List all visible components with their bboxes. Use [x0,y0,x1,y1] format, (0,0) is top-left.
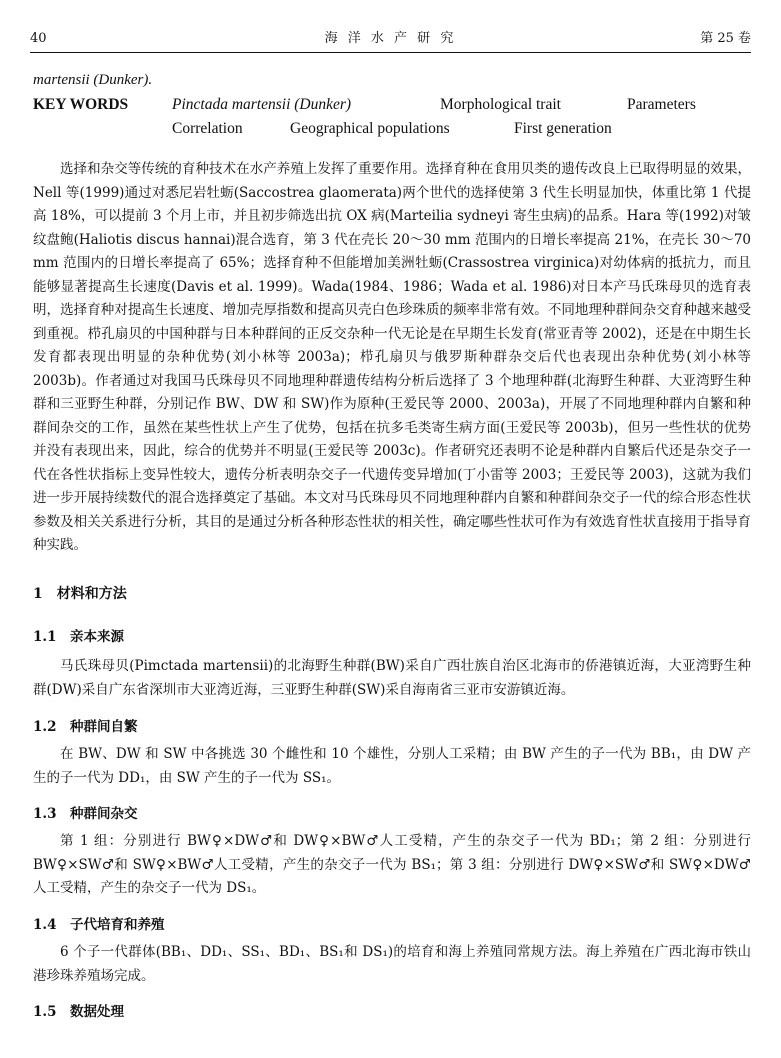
section-1-1-body [33,655,751,702]
section-1-3-text: 第 1 组：分别进行 BW♀×DW♂和 DW♀×BW♂人工受精，产生的杂交子一代为 BD₁；第 2 组：分别进行 BW♀×SW♂和 SW♀×BW♂人工受精，产生的杂交子一代为 BS₁；第 3 组：分别进行 DW♀×SW♂和 SW♀×DW♂人工受精，产生的杂交子一代为 DS₁。 [33,833,751,896]
section-1-1-text: 马氏珠母贝(Pimctada martensii)的北海野生种群(BW)采自广西壮族自治区北海市的侨港镇近海，大亚湾野生种群(DW)采自广东省深圳市大亚湾近海，三亚野生种群(SW)采自海南省三亚市安游镇近海。 [33,658,751,698]
keyword-morphological: Morphological trait [440,96,561,113]
section-1-4-text: 6 个子一代群体(BB₁、DD₁、SS₁、BD₁、BS₁和 DS₁)的培育和海上养殖同常规方法。海上养殖在广西北海市铁山港珍珠养殖场完成。 [33,944,751,984]
section-1-2-text: 在 BW、DW 和 SW 中各挑选 30 个雌性和 10 个雄性，分别人工采精；由 BW 产生的子一代为 BB₁，由 DW 产生的子一代为 DD₁，由 SW 产生的子一代为 SS₁。 [33,746,751,786]
keyword-generation: First generation [514,120,612,137]
keywords-label: KEY WORDS [33,96,129,113]
intro-paragraph [33,158,751,558]
keyword-parameters: Parameters [627,96,696,113]
keyword-species: Pinctada martensii (Dunker) [172,96,352,113]
section-1-title: 1 材料和方法 [33,586,127,602]
section-1-2-title: 1.2 种群间自繁 [33,719,138,735]
page-number: 40 [30,31,47,46]
volume-label: 第 25 卷 [700,31,751,46]
section-1-4-title: 1.4 子代培育和养殖 [33,917,165,933]
keyword-correlation: Correlation [172,120,243,137]
intro-text: 选择和杂交等传统的育种技术在水产养殖上发挥了重要作用。选择育种在食用贝类的遗传改良上已取得明显的效果，Nell 等(1999)通过对悉尼岩牡蛎(Saccostrea glaomerata)两个世代的选择使第 3 代生长明显加快，体重比第 1 代提高 18%，可以提前 3 个月上市，并且初步筛选出抗 OX 病(Marteilia sydneyi 寄生虫病)的品系。Hara 等(1992)对皱纹盘鲍(Haliotis discus hannai)混合选育，第 3 代在壳长 20～30 mm 范围内的日增长率提高 21%，在壳长 30～70 mm 范围内的日增长率提高了 65%；选择育种不但能增加美洲牡蛎(Crassostrea virginica)对幼体病的抵抗力，而且能够显著提高生长速度(Davis et al. 1999)。Wada(1984、1986；Wada et al. 1986)对日本产马氏珠母贝的选育表明，选择育种对提高生长速度、增加壳厚指数和提高贝壳白色珍珠质的频率非常有效。不同地理种群间杂交育种越来越受到重视。栉孔扇贝的中国种群与日本种群间的正反交杂种一代无论是在早期生长发育(常亚青等 2002)，还是在中期生长发育都表现出明显的杂种优势(刘小林等 2003a)；栉孔扇贝与俄罗斯种群杂交后代也表现出杂种优势(刘小林等 2003b)。作者通过对我国马氏珠母贝不同地理种群遗传结构分析后选择了 3 个地理种群(北海野生种群、大亚湾野生种群和三亚野生种群，分别记作 BW、DW 和 SW)作为原种(王爱民等 2000、2003a)，开展了不同地理种群内自繁和种群间杂交的工作，虽然在某些性状上产生了优势，包括在抗多毛类寄生病方面(王爱民等 2003b)，但另一些性状的优势并没有表现出来，因此，综合的优势并不明显(王爱民等 2003c)。作者研究还表明不论是种群内自繁后代还是杂交子一代在各性状指标上变异性较大，遗传分析表明杂交子一代遗传变异增加(丁小雷等 2003；王爱民等 2003)，这就为我们进一步开展持续数代的混合选择奠定了基础。本文对马氏珠母贝不同地理种群内自繁和种群间杂交子一代的综合形态性状参数及相关关系进行分析，其目的是通过分析各种形态性状的相关性，确定哪些性状可作为有效选育性状直接用于指导育种实践。 [33,161,751,553]
section-1-4-body [33,941,751,988]
section-1-5-title: 1.5 数据处理 [33,1004,124,1020]
section-1-2-body [33,743,751,790]
section-1-3-body [33,830,751,901]
abstract-tail: martensii (Dunker). [33,72,153,88]
header-rule [30,52,751,53]
section-1-3-title: 1.3 种群间杂交 [33,806,138,822]
running-header [30,28,751,50]
section-1-1-title: 1.1 亲本来源 [33,629,124,645]
keyword-populations: Geographical populations [290,120,450,137]
journal-title: 海 洋 水 产 研 究 [324,31,457,46]
